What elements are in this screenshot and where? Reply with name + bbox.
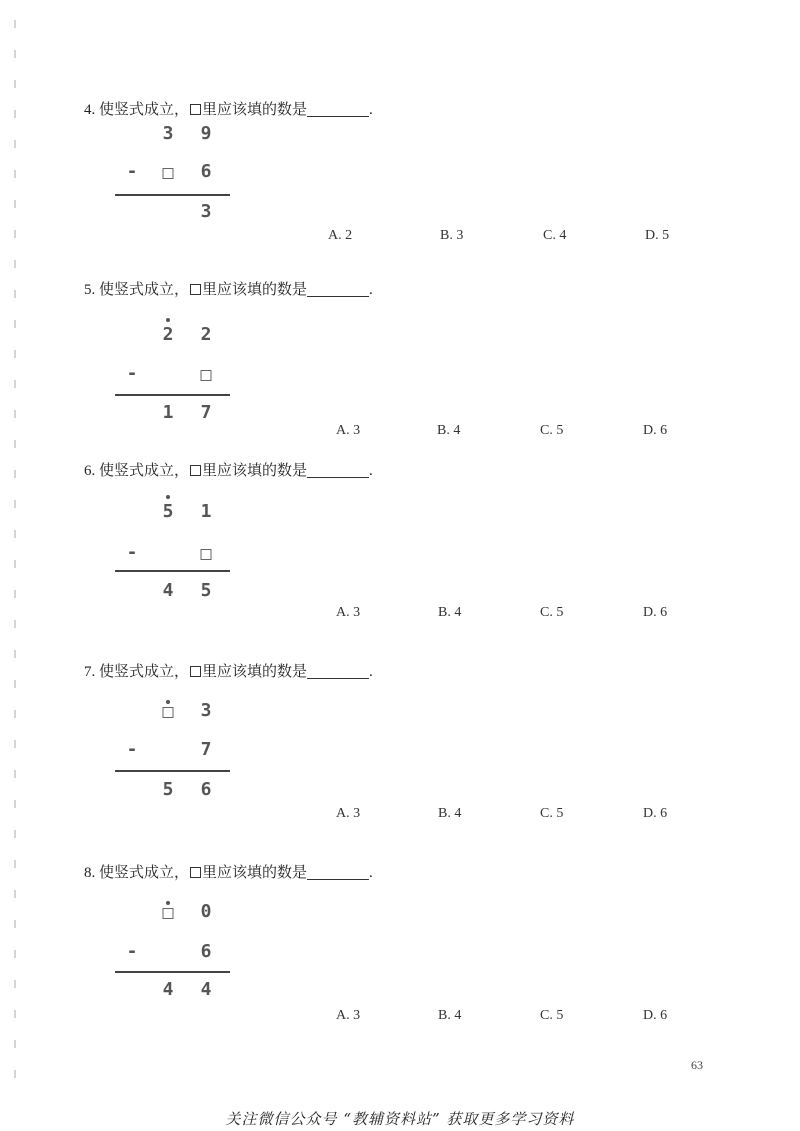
answer-blank[interactable] [307, 463, 369, 478]
subtrahend-digit: 6 [200, 941, 212, 962]
option-c[interactable]: C. 5 [540, 1008, 564, 1023]
option-d[interactable]: D. 6 [643, 806, 668, 821]
equals-line [115, 570, 230, 572]
question-number: 4. [84, 102, 96, 118]
equals-line [115, 394, 230, 396]
option-d[interactable]: D. 5 [645, 228, 670, 243]
option-a[interactable]: A. 3 [336, 423, 361, 438]
equals-line [115, 194, 230, 196]
stem-end: . [369, 463, 373, 479]
difference-digit: 4 [200, 979, 212, 1000]
option-a[interactable]: A. 2 [328, 228, 353, 243]
page-number: 63 [691, 1058, 703, 1072]
difference-digit: 4 [162, 580, 174, 601]
question-stem [84, 861, 373, 882]
box-symbol-icon [190, 104, 201, 115]
box-symbol-icon [190, 867, 201, 878]
option-d[interactable]: D. 6 [643, 423, 668, 438]
difference-digit: 4 [162, 979, 174, 1000]
answer-blank[interactable] [307, 282, 369, 297]
minus-sign: - [126, 363, 138, 384]
option-c[interactable]: C. 5 [540, 423, 564, 438]
option-b[interactable]: B. 4 [438, 605, 462, 620]
difference-digit: 5 [162, 779, 174, 800]
minuend-digit: 1 [200, 501, 212, 522]
minuend-digit: 2 [200, 324, 212, 345]
difference-digit: 7 [200, 402, 212, 423]
borrow-dot-icon [166, 318, 170, 322]
stem-text: 使竖式成立， [99, 102, 190, 118]
question-number: 8. [84, 865, 96, 881]
minuend-digit: 3 [162, 123, 174, 144]
option-b[interactable]: B. 3 [440, 228, 464, 243]
question-number: 7. [84, 664, 96, 680]
option-c[interactable]: C. 5 [540, 605, 564, 620]
option-a[interactable]: A. 3 [336, 1008, 361, 1023]
subtrahend-digit-box[interactable] [201, 549, 212, 560]
answer-blank[interactable] [307, 102, 369, 117]
option-a[interactable]: A. 3 [336, 806, 361, 821]
stem-end: . [369, 282, 373, 298]
stem-text-2: 里应该填的数是 [202, 865, 308, 881]
stem-text: 使竖式成立， [99, 865, 190, 881]
subtrahend-digit-box[interactable] [201, 370, 212, 381]
question-stem [84, 660, 373, 681]
box-symbol-icon [190, 465, 201, 476]
question-number: 5. [84, 282, 96, 298]
subtrahend-digit: 6 [200, 161, 212, 182]
question-stem [84, 278, 373, 299]
minus-sign: - [126, 739, 138, 760]
equals-line [115, 971, 230, 973]
footer-note: 关注微信公众号 “教辅资料站” 获取更多学习资料 [225, 1110, 575, 1128]
borrow-dot-icon [166, 700, 170, 704]
binding-margin [14, 20, 20, 1100]
stem-text-2: 里应该填的数是 [202, 463, 308, 479]
stem-text: 使竖式成立， [99, 463, 190, 479]
option-c[interactable]: C. 5 [540, 806, 564, 821]
option-b[interactable]: B. 4 [437, 423, 461, 438]
minus-sign: - [126, 161, 138, 182]
subtrahend-digit: 7 [200, 739, 212, 760]
option-b[interactable]: B. 4 [438, 806, 462, 821]
difference-digit: 1 [162, 402, 174, 423]
minuend-digit: 5 [162, 501, 174, 522]
option-d[interactable]: D. 6 [643, 605, 668, 620]
option-c[interactable]: C. 4 [543, 228, 567, 243]
minuend-digit-box[interactable] [163, 707, 174, 718]
minuend-digit: 2 [162, 324, 174, 345]
difference-digit: 5 [200, 580, 212, 601]
minus-sign: - [126, 542, 138, 563]
borrow-dot-icon [166, 495, 170, 499]
borrow-dot-icon [166, 901, 170, 905]
stem-end: . [369, 865, 373, 881]
option-b[interactable]: B. 4 [438, 1008, 462, 1023]
question-number: 6. [84, 463, 96, 479]
stem-text: 使竖式成立， [99, 664, 190, 680]
stem-end: . [369, 102, 373, 118]
difference-digit: 6 [200, 779, 212, 800]
subtrahend-digit-box[interactable] [163, 168, 174, 179]
minuend-digit: 0 [200, 901, 212, 922]
stem-text-2: 里应该填的数是 [202, 102, 308, 118]
minus-sign: - [126, 941, 138, 962]
question-stem [84, 98, 373, 119]
option-a[interactable]: A. 3 [336, 605, 361, 620]
equals-line [115, 770, 230, 772]
option-d[interactable]: D. 6 [643, 1008, 668, 1023]
stem-text-2: 里应该填的数是 [202, 664, 308, 680]
answer-blank[interactable] [307, 664, 369, 679]
minuend-digit: 9 [200, 123, 212, 144]
question-stem [84, 459, 373, 480]
answer-blank[interactable] [307, 865, 369, 880]
stem-text: 使竖式成立， [99, 282, 190, 298]
minuend-digit-box[interactable] [163, 908, 174, 919]
stem-end: . [369, 664, 373, 680]
difference-digit: 3 [200, 201, 212, 222]
box-symbol-icon [190, 284, 201, 295]
box-symbol-icon [190, 666, 201, 677]
stem-text-2: 里应该填的数是 [202, 282, 308, 298]
minuend-digit: 3 [200, 700, 212, 721]
